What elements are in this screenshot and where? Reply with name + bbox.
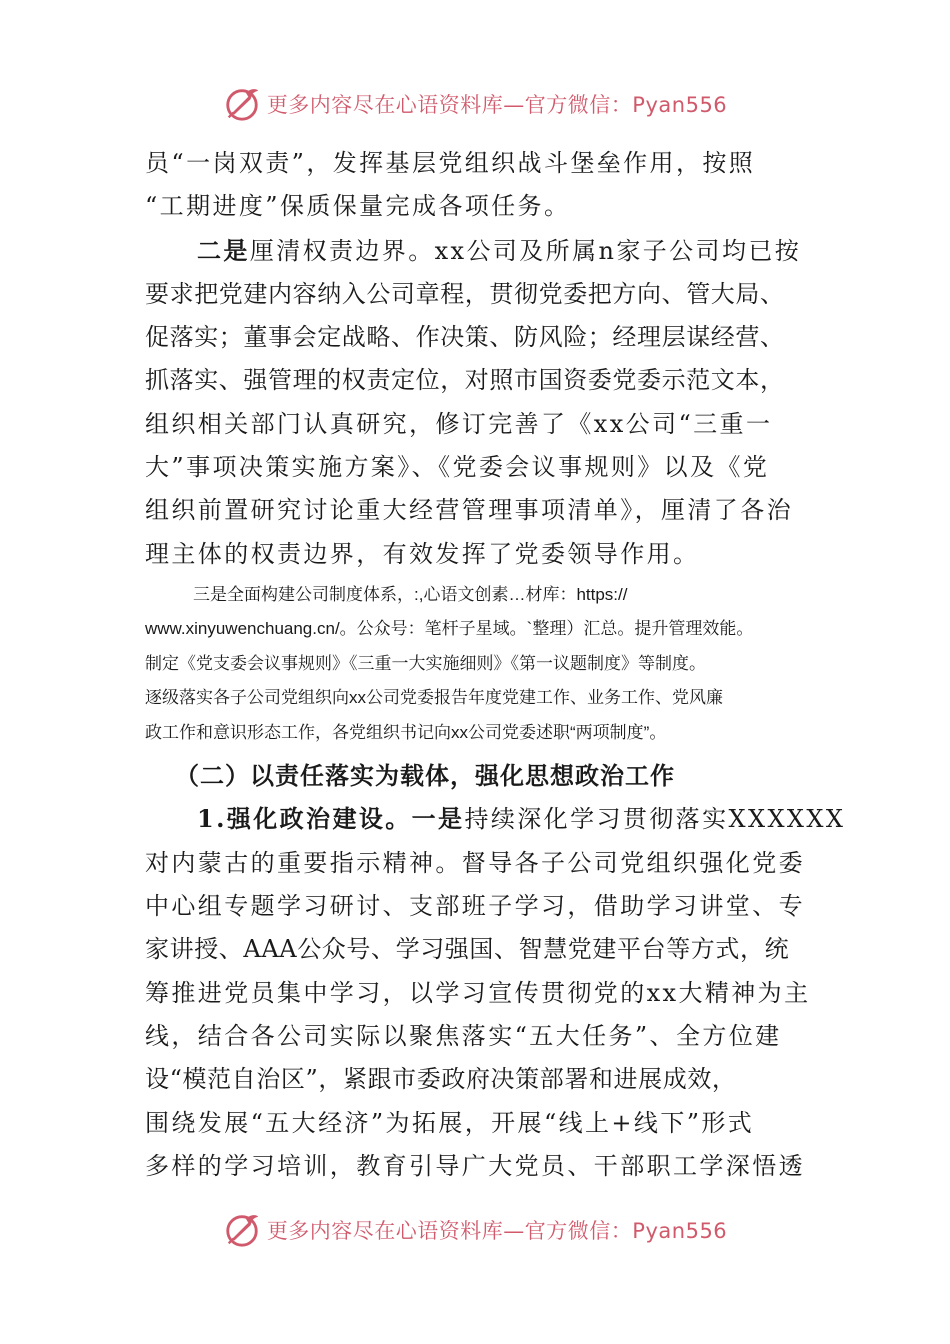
- small-text-paragraph: [145, 578, 810, 751]
- text-line: 对内蒙古的重要指示精神。督导各子公司党组织强化党委: [145, 848, 805, 877]
- text-line: 大”事项决策实施方案》、《党委会议事规则》以及《党: [145, 453, 770, 482]
- text-line: 组织相关部门认真研究，修订完善了《xx公司“三重一: [145, 409, 773, 438]
- text-line: 1.强化政治建设。一是持续深化学习贯彻落实XXXXXX: [197, 804, 846, 834]
- text-line: 抓落实、强管理的权责定位，对照市国资委党委示范文本，: [145, 366, 785, 395]
- text-line: 围绕发展“五大经济”为拓展，开展“线上+线下”形式: [145, 1108, 755, 1137]
- text-line: 设“模范自治区”，紧跟市委政府决策部署和进展成效，: [145, 1065, 737, 1094]
- text-line: 中心组专题学习研讨、支部班子学习，借助学习讲堂、专: [145, 892, 805, 921]
- text-line: 理主体的权责边界，有效发挥了党委领导作用。: [145, 539, 700, 568]
- text-line: 促落实；董事会定战略、作决策、防风险；经理层谋经营、: [145, 323, 785, 352]
- text-line: 要求把党建内容纳入公司章程，贯彻党委把方向、管大局、: [145, 279, 785, 308]
- quill-logo-icon: [223, 1211, 261, 1249]
- small-text-line: 制定《党支委会议事规则》《三重一大实施细则》《第一议题制度》等制度。: [145, 653, 706, 673]
- text-line: 二是厘清权责边界。xx公司及所属n家子公司均已按: [197, 235, 802, 265]
- text-line: 多样的学习培训，教育引导广大党员、干部职工学深悟透: [145, 1151, 805, 1180]
- text-line: 家讲授、AAA公众号、学习强国、智慧党建平台等方式，统: [145, 935, 790, 964]
- text-line: 筹推进党员集中学习，以学习宣传贯彻党的xx大精神为主: [145, 978, 811, 1007]
- text-line: 员“一岗双责”，发挥基层党组织战斗堡垒作用，按照: [145, 149, 756, 177]
- small-text-line: www.xinyuwenchuang.cn/。公众号：笔杆子星域。`整理）汇总。提升管理效能。: [145, 619, 754, 639]
- section-heading: （二）以责任落实为载体，强化思想政治工作: [175, 761, 675, 791]
- small-text-line: 逐级落实各子公司党组织向xx公司党委报告年度党建工作、业务工作、党风廉: [145, 688, 723, 708]
- small-text-line: 三是全面构建公司制度体系，:,心语文创素…材库：https://: [193, 584, 628, 604]
- watermark-text: 更多内容尽在心语资料库—官方微信：Pyan556: [266, 1219, 728, 1243]
- small-text-line: 政工作和意识形态工作，各党组织书记向xx公司党委述职“两项制度”。: [145, 722, 667, 742]
- footer-watermark-banner: [0, 1210, 950, 1250]
- quill-logo-icon: [223, 85, 261, 123]
- text-line: 线，结合各公司实际以聚焦落实“五大任务”、全方位建: [145, 1021, 782, 1050]
- header-watermark-banner: [0, 84, 950, 124]
- watermark-text: 更多内容尽在心语资料库—官方微信：Pyan556: [266, 93, 728, 117]
- text-line: “工期进度”保质保量完成各项任务。: [145, 192, 571, 221]
- bold-lead: 1.强化政治建设。一是: [197, 804, 465, 834]
- bold-lead: 二是: [197, 235, 250, 265]
- document-body: [145, 142, 846, 1188]
- text-line: 组织前置研究讨论重大经营管理事项清单》，厘清了各治: [145, 496, 793, 525]
